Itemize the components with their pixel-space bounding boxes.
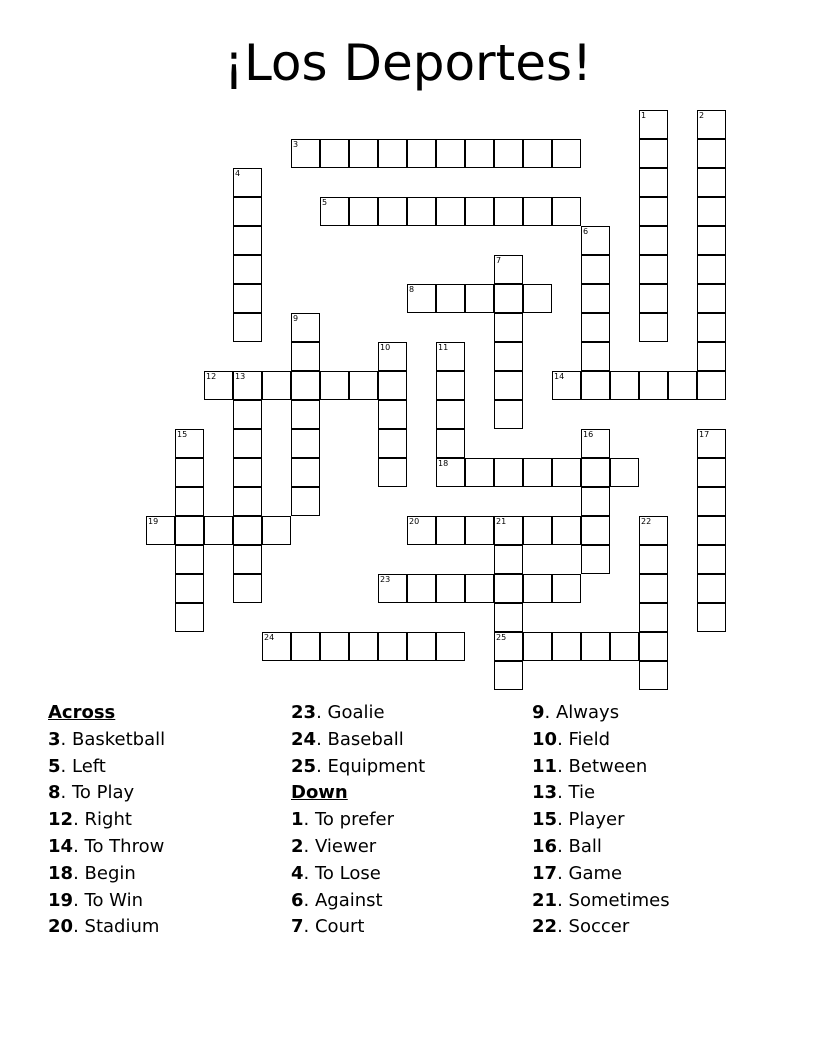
clue-number: 10 — [380, 343, 391, 352]
grid-cell[interactable] — [291, 458, 320, 487]
clue-number: 15 — [532, 809, 558, 831]
down-clue: 16. Ball — [532, 835, 602, 857]
grid-cell[interactable] — [697, 255, 726, 284]
grid-cell[interactable] — [436, 139, 465, 168]
clue-number: 25 — [291, 755, 317, 777]
across-clue: 12. Right — [48, 809, 132, 831]
grid-cell[interactable] — [523, 458, 552, 487]
across-clue: 8. To Play — [48, 782, 135, 804]
across-clue: 5. Left — [48, 755, 106, 777]
clue-number: 4 — [235, 169, 241, 178]
grid-cell[interactable] — [378, 429, 407, 458]
grid-cell[interactable] — [697, 458, 726, 487]
grid-cell[interactable] — [291, 371, 320, 400]
grid-cell[interactable] — [349, 371, 378, 400]
grid-cell[interactable] — [407, 574, 436, 603]
down-clue: 4. To Lose — [291, 862, 381, 884]
grid-cell[interactable] — [494, 139, 523, 168]
clue-text: Soccer — [568, 916, 630, 938]
grid-cell[interactable] — [436, 284, 465, 313]
clue-number: 10 — [532, 728, 558, 750]
grid-cell[interactable] — [407, 197, 436, 226]
grid-cell[interactable] — [291, 313, 320, 342]
clue-number: 13 — [532, 782, 558, 804]
grid-cell[interactable] — [233, 545, 262, 574]
grid-cell[interactable] — [436, 371, 465, 400]
grid-cell[interactable] — [175, 603, 204, 632]
clue-number: 21 — [496, 517, 507, 526]
clue-text: To Play — [71, 782, 135, 804]
grid-cell[interactable] — [697, 197, 726, 226]
clue-text: Player — [568, 809, 625, 831]
clue-number: 16 — [532, 835, 558, 857]
grid-cell[interactable] — [639, 516, 668, 545]
down-clue: 21. Sometimes — [532, 889, 670, 911]
clue-text: Always — [555, 702, 620, 723]
clue-text: Viewer — [314, 835, 377, 857]
grid-cell[interactable] — [581, 284, 610, 313]
down-clue: 9. Always — [532, 702, 620, 723]
grid-cell[interactable] — [320, 197, 349, 226]
grid-cell[interactable] — [436, 400, 465, 429]
grid-cell[interactable] — [639, 110, 668, 139]
grid-cell[interactable] — [349, 139, 378, 168]
grid-cell[interactable] — [494, 516, 523, 545]
down-clue: 1. To prefer — [291, 809, 394, 831]
grid-cell[interactable] — [378, 458, 407, 487]
grid-cell[interactable] — [639, 255, 668, 284]
clue-text: Sometimes — [568, 889, 670, 911]
clue-text: Left — [71, 755, 106, 777]
grid-cell[interactable] — [494, 313, 523, 342]
grid-cell[interactable] — [262, 632, 291, 661]
grid-cell[interactable] — [494, 603, 523, 632]
grid-cell[interactable] — [494, 632, 523, 661]
clue-text: Ball — [568, 835, 602, 857]
clue-number: 19 — [148, 517, 159, 526]
clue-text: Begin — [84, 862, 136, 884]
grid-cell[interactable] — [465, 574, 494, 603]
clue-column-2 — [291, 700, 531, 941]
clue-text: To Lose — [314, 862, 381, 884]
grid-cell[interactable] — [639, 574, 668, 603]
clue-text: To Throw — [84, 835, 165, 857]
grid-cell[interactable] — [697, 574, 726, 603]
grid-cell[interactable] — [581, 487, 610, 516]
clue-number: 4 — [291, 862, 304, 884]
clue-number: 24 — [291, 728, 317, 750]
clue-number: 22 — [641, 517, 652, 526]
clue-text: To Win — [84, 889, 143, 911]
grid-cell[interactable] — [581, 226, 610, 255]
grid-cell[interactable] — [494, 197, 523, 226]
grid-cell[interactable] — [639, 226, 668, 255]
grid-cell[interactable] — [581, 255, 610, 284]
grid-cell[interactable] — [494, 371, 523, 400]
grid-cell[interactable] — [552, 516, 581, 545]
across-clue: 25. Equipment — [291, 755, 426, 777]
grid-cell[interactable] — [465, 458, 494, 487]
grid-cell[interactable] — [465, 197, 494, 226]
grid-cell[interactable] — [233, 458, 262, 487]
grid-cell[interactable] — [494, 342, 523, 371]
clue-text: Against — [314, 889, 383, 911]
clue-number: 22 — [532, 916, 558, 938]
grid-cell[interactable] — [233, 284, 262, 313]
grid-cell[interactable] — [581, 545, 610, 574]
clue-column-3 — [532, 700, 772, 941]
grid-cell[interactable] — [639, 603, 668, 632]
grid-cell[interactable] — [436, 342, 465, 371]
grid-cell[interactable] — [175, 487, 204, 516]
clue-number: 23 — [291, 702, 317, 723]
grid-cell[interactable] — [407, 516, 436, 545]
clue-number: 25 — [496, 633, 507, 642]
grid-cell[interactable] — [697, 545, 726, 574]
clue-number: 5 — [48, 755, 61, 777]
clue-number: 17 — [699, 430, 710, 439]
across-clue: 3. Basketball — [48, 728, 166, 750]
clue-number: 18 — [438, 459, 449, 468]
grid-cell[interactable] — [639, 197, 668, 226]
grid-cell[interactable] — [465, 284, 494, 313]
across-clue: 18. Begin — [48, 862, 136, 884]
grid-cell[interactable] — [552, 371, 581, 400]
grid-cell[interactable] — [697, 487, 726, 516]
grid-cell[interactable] — [697, 603, 726, 632]
grid-cell[interactable] — [697, 284, 726, 313]
clue-text: Basketball — [71, 728, 166, 750]
clue-number: 18 — [48, 862, 74, 884]
grid-cell[interactable] — [494, 400, 523, 429]
grid-cell[interactable] — [233, 574, 262, 603]
down-heading: Down — [291, 782, 348, 804]
grid-cell[interactable] — [523, 197, 552, 226]
grid-cell[interactable] — [552, 139, 581, 168]
grid-cell[interactable] — [407, 139, 436, 168]
down-clue: 11. Between — [532, 755, 648, 777]
grid-cell[interactable] — [378, 139, 407, 168]
clue-number: 14 — [554, 372, 565, 381]
down-clue: 13. Tie — [532, 782, 596, 804]
grid-cell[interactable] — [494, 574, 523, 603]
grid-cell[interactable] — [175, 574, 204, 603]
grid-cell[interactable] — [436, 458, 465, 487]
grid-cell[interactable] — [262, 371, 291, 400]
clue-text: To prefer — [314, 809, 394, 831]
grid-cell[interactable] — [523, 574, 552, 603]
grid-cell[interactable] — [697, 371, 726, 400]
clue-number: 6 — [291, 889, 304, 911]
down-clue: 15. Player — [532, 809, 625, 831]
grid-cell[interactable] — [407, 632, 436, 661]
grid-cell[interactable] — [523, 284, 552, 313]
grid-cell[interactable] — [697, 139, 726, 168]
grid-cell[interactable] — [494, 458, 523, 487]
clue-number: 16 — [583, 430, 594, 439]
clue-number: 13 — [235, 372, 246, 381]
clue-number: 2 — [291, 835, 304, 857]
grid-cell[interactable] — [291, 139, 320, 168]
clue-number: 23 — [380, 575, 391, 584]
grid-cell[interactable] — [436, 197, 465, 226]
grid-cell[interactable] — [436, 574, 465, 603]
grid-cell[interactable] — [320, 139, 349, 168]
grid-cell[interactable] — [233, 400, 262, 429]
grid-cell[interactable] — [407, 284, 436, 313]
grid-cell[interactable] — [378, 371, 407, 400]
grid-cell[interactable] — [233, 168, 262, 197]
clue-text: Baseball — [327, 728, 404, 750]
clue-number: 7 — [496, 256, 502, 265]
grid-cell[interactable] — [175, 429, 204, 458]
grid-cell[interactable] — [610, 458, 639, 487]
clue-number: 5 — [322, 198, 328, 207]
grid-cell[interactable] — [262, 516, 291, 545]
grid-cell[interactable] — [204, 516, 233, 545]
across-clue: 23. Goalie — [291, 702, 385, 723]
clue-number: 3 — [293, 140, 299, 149]
grid-cell[interactable] — [378, 574, 407, 603]
grid-cell[interactable] — [523, 632, 552, 661]
grid-cell[interactable] — [465, 139, 494, 168]
clue-text: Tie — [568, 782, 596, 804]
clue-number: 24 — [264, 633, 275, 642]
grid-cell[interactable] — [639, 371, 668, 400]
clue-text: Right — [84, 809, 132, 831]
clue-number: 1 — [291, 809, 304, 831]
clue-number: 20 — [409, 517, 420, 526]
grid-cell[interactable] — [436, 429, 465, 458]
grid-cell[interactable] — [697, 516, 726, 545]
grid-cell[interactable] — [494, 284, 523, 313]
grid-cell[interactable] — [697, 429, 726, 458]
down-clue: 17. Game — [532, 862, 623, 884]
grid-cell[interactable] — [697, 226, 726, 255]
grid-cell[interactable] — [494, 545, 523, 574]
clue-number: 1 — [641, 111, 647, 120]
grid-cell[interactable] — [668, 371, 697, 400]
grid-cell[interactable] — [581, 458, 610, 487]
grid-cell[interactable] — [175, 545, 204, 574]
clue-number: 6 — [583, 227, 589, 236]
grid-cell[interactable] — [610, 371, 639, 400]
grid-cell[interactable] — [639, 284, 668, 313]
clue-number: 11 — [532, 755, 558, 777]
clue-column-1 — [48, 700, 288, 941]
grid-cell[interactable] — [552, 197, 581, 226]
clue-number: 2 — [699, 111, 705, 120]
grid-cell[interactable] — [639, 139, 668, 168]
grid-cell[interactable] — [581, 313, 610, 342]
grid-cell[interactable] — [233, 516, 262, 545]
clue-number: 17 — [532, 862, 558, 884]
clue-text: Goalie — [327, 702, 385, 723]
grid-cell[interactable] — [378, 197, 407, 226]
grid-cell[interactable] — [291, 342, 320, 371]
clue-text: Equipment — [327, 755, 426, 777]
grid-cell[interactable] — [523, 139, 552, 168]
clue-number: 8 — [48, 782, 61, 804]
grid-cell[interactable] — [697, 342, 726, 371]
clue-number: 11 — [438, 343, 449, 352]
grid-cell[interactable] — [320, 632, 349, 661]
clue-number: 9 — [532, 702, 545, 723]
clue-number: 7 — [291, 916, 304, 938]
clue-number: 9 — [293, 314, 299, 323]
clue-number: 20 — [48, 916, 74, 938]
grid-cell[interactable] — [349, 632, 378, 661]
grid-cell[interactable] — [378, 342, 407, 371]
grid-cell[interactable] — [146, 516, 175, 545]
across-clue: 19. To Win — [48, 889, 143, 911]
clue-text: Stadium — [84, 916, 160, 938]
grid-cell[interactable] — [552, 458, 581, 487]
clue-number: 15 — [177, 430, 188, 439]
clue-number: 21 — [532, 889, 558, 911]
clue-number: 19 — [48, 889, 74, 911]
grid-cell[interactable] — [233, 313, 262, 342]
clue-number: 3 — [48, 728, 61, 750]
page-title: ¡Los Deportes! — [223, 34, 593, 92]
clue-number: 12 — [206, 372, 217, 381]
grid-cell[interactable] — [378, 632, 407, 661]
grid-cell[interactable] — [639, 313, 668, 342]
grid-cell[interactable] — [581, 632, 610, 661]
grid-cell[interactable] — [233, 487, 262, 516]
grid-cell[interactable] — [233, 226, 262, 255]
down-clue: 7. Court — [291, 916, 365, 938]
grid-cell[interactable] — [291, 632, 320, 661]
grid-cell[interactable] — [610, 632, 639, 661]
clue-number: 8 — [409, 285, 415, 294]
grid-cell[interactable] — [494, 661, 523, 690]
grid-cell[interactable] — [552, 632, 581, 661]
across-heading: Across — [48, 702, 116, 723]
clue-text: Game — [568, 862, 623, 884]
across-clue: 14. To Throw — [48, 835, 165, 857]
grid-cell[interactable] — [233, 255, 262, 284]
grid-cell[interactable] — [581, 516, 610, 545]
grid-cell[interactable] — [175, 516, 204, 545]
grid-cell[interactable] — [639, 168, 668, 197]
grid-cell[interactable] — [378, 400, 407, 429]
clue-text: Field — [568, 728, 611, 750]
grid-cell[interactable] — [552, 574, 581, 603]
grid-cell[interactable] — [204, 371, 233, 400]
grid-cell[interactable] — [639, 661, 668, 690]
grid-cell[interactable] — [697, 110, 726, 139]
grid-cell[interactable] — [465, 516, 494, 545]
grid-cell[interactable] — [320, 371, 349, 400]
clue-number: 14 — [48, 835, 74, 857]
across-clue: 20. Stadium — [48, 916, 160, 938]
grid-cell[interactable] — [349, 197, 378, 226]
clue-text: Court — [314, 916, 365, 938]
grid-cell[interactable] — [233, 429, 262, 458]
grid-cell[interactable] — [697, 168, 726, 197]
grid-cell[interactable] — [581, 371, 610, 400]
grid-cell[interactable] — [436, 516, 465, 545]
grid-cell[interactable] — [639, 632, 668, 661]
grid-cell[interactable] — [639, 545, 668, 574]
grid-cell[interactable] — [436, 632, 465, 661]
clue-number: 12 — [48, 809, 74, 831]
grid-cell[interactable] — [175, 458, 204, 487]
grid-cell[interactable] — [233, 197, 262, 226]
grid-cell[interactable] — [697, 313, 726, 342]
grid-cell[interactable] — [581, 342, 610, 371]
clue-text: Between — [568, 755, 648, 777]
down-clue: 22. Soccer — [532, 916, 630, 938]
grid-cell[interactable] — [523, 516, 552, 545]
grid-cell[interactable] — [233, 371, 262, 400]
grid-cell[interactable] — [291, 487, 320, 516]
grid-cell[interactable] — [291, 429, 320, 458]
grid-cell[interactable] — [291, 400, 320, 429]
grid-cell[interactable] — [581, 429, 610, 458]
down-clue: 2. Viewer — [291, 835, 377, 857]
across-clue: 24. Baseball — [291, 728, 404, 750]
down-clue: 6. Against — [291, 889, 383, 911]
down-clue: 10. Field — [532, 728, 611, 750]
grid-cell[interactable] — [494, 255, 523, 284]
